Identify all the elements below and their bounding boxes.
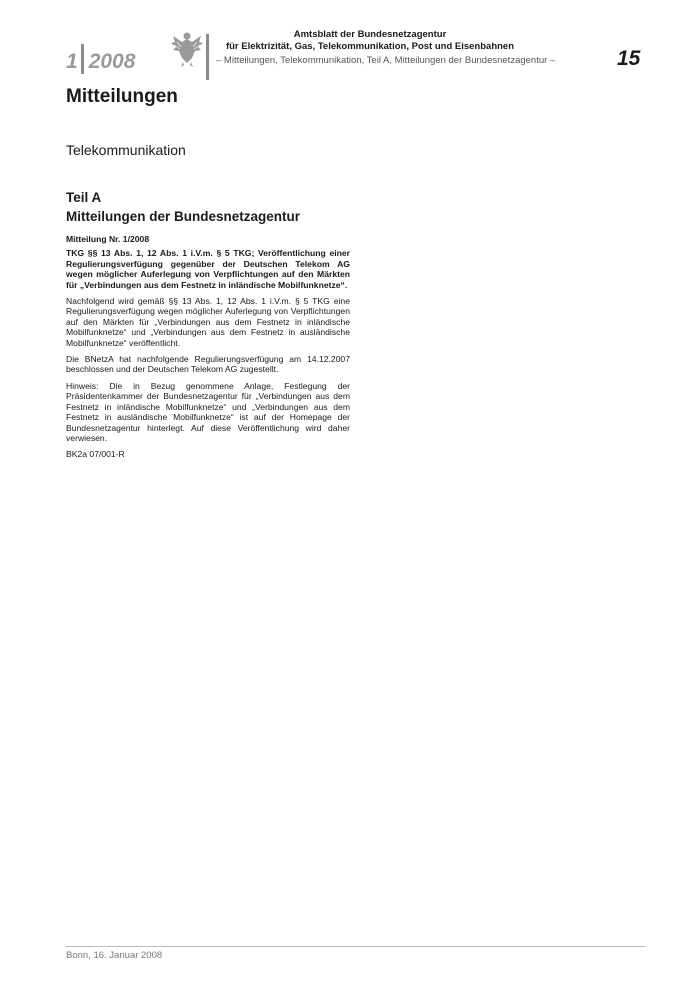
part-heading [66,188,300,226]
page-number: 15 [617,47,641,70]
notice-column [66,234,350,466]
header-subtitle: – Mitteilungen, Telekommunikation, Teil A, Mitteilungen der Bundesnetzagentur – [216,55,556,66]
footer-place-date: Bonn, 16. Januar 2008 [66,950,163,961]
notice-paragraph-1: Nachfolgend wird gemäß §§ 13 Abs. 1, 12 Abs. 1 i.V.m. § 5 TKG eine Regulierungsverfügung wegen möglicher Auferlegung von Verpflichtungen auf den Märkten für „Verbindungen aus dem Festnetz in inländische Mobilfunknetze“ und „Verbindungen aus dem Festnetz in ausländische Mobilfunknetze“ veröffentlicht. [66,296,350,348]
notice-paragraph-3: Hinweis: Die in Bezug genommene Anlage, Festlegung der Präsidentenkammer der Bundesnetzagentur für „Verbindungen aus dem Festnetz in inländische Mobilfunknetze“ und „Verbindungen aus dem Festnetz in ausländische Mobilfunknetze“ ist auf der Homepage der Bundesnetzagentur hinterlegt. Auf diese Veröffentlichung wird daher verwiesen. [66,380,350,443]
notice-number: Mitteilung Nr. 1/2008 [66,234,150,244]
notice-reference: BK2a 07/001-R [66,449,125,460]
notice-lead: TKG §§ 13 Abs. 1, 12 Abs. 1 i.V.m. § 5 TKG; Veröffentlichung einer Regulierungsverfügung gegenüber der Deutschen Telekom AG wegen möglicher Auferlegung von Verpflichtungen auf den Märkten für „Verbindungen aus dem Festnetz in inländische Mobilfunknetze“. [66,248,350,290]
notice-paragraph-2: Die BNetzA hat nachfolgende Regulierungsverfügung am 14.12.2007 beschlossen und der Deutschen Telekom AG zugestellt. [66,354,350,375]
issue-number [66,44,135,74]
footer-rule [66,946,646,947]
issue-year: 2008 [88,50,136,73]
part-label: Teil A [66,190,102,205]
issue-number-value: 1 [66,50,78,73]
page-title: Mitteilungen [66,86,178,107]
section-heading: Telekommunikation [66,142,186,158]
publication-line-2: für Elektrizität, Gas, Telekommunikation, Post und Eisenbahnen [225,41,515,52]
part-title: Mitteilungen der Bundesnetzagentur [66,209,301,224]
issue-divider [81,44,84,74]
federal-eagle-icon [170,28,204,68]
publication-line-1: Amtsblatt der Bundesnetzagentur [293,29,447,40]
